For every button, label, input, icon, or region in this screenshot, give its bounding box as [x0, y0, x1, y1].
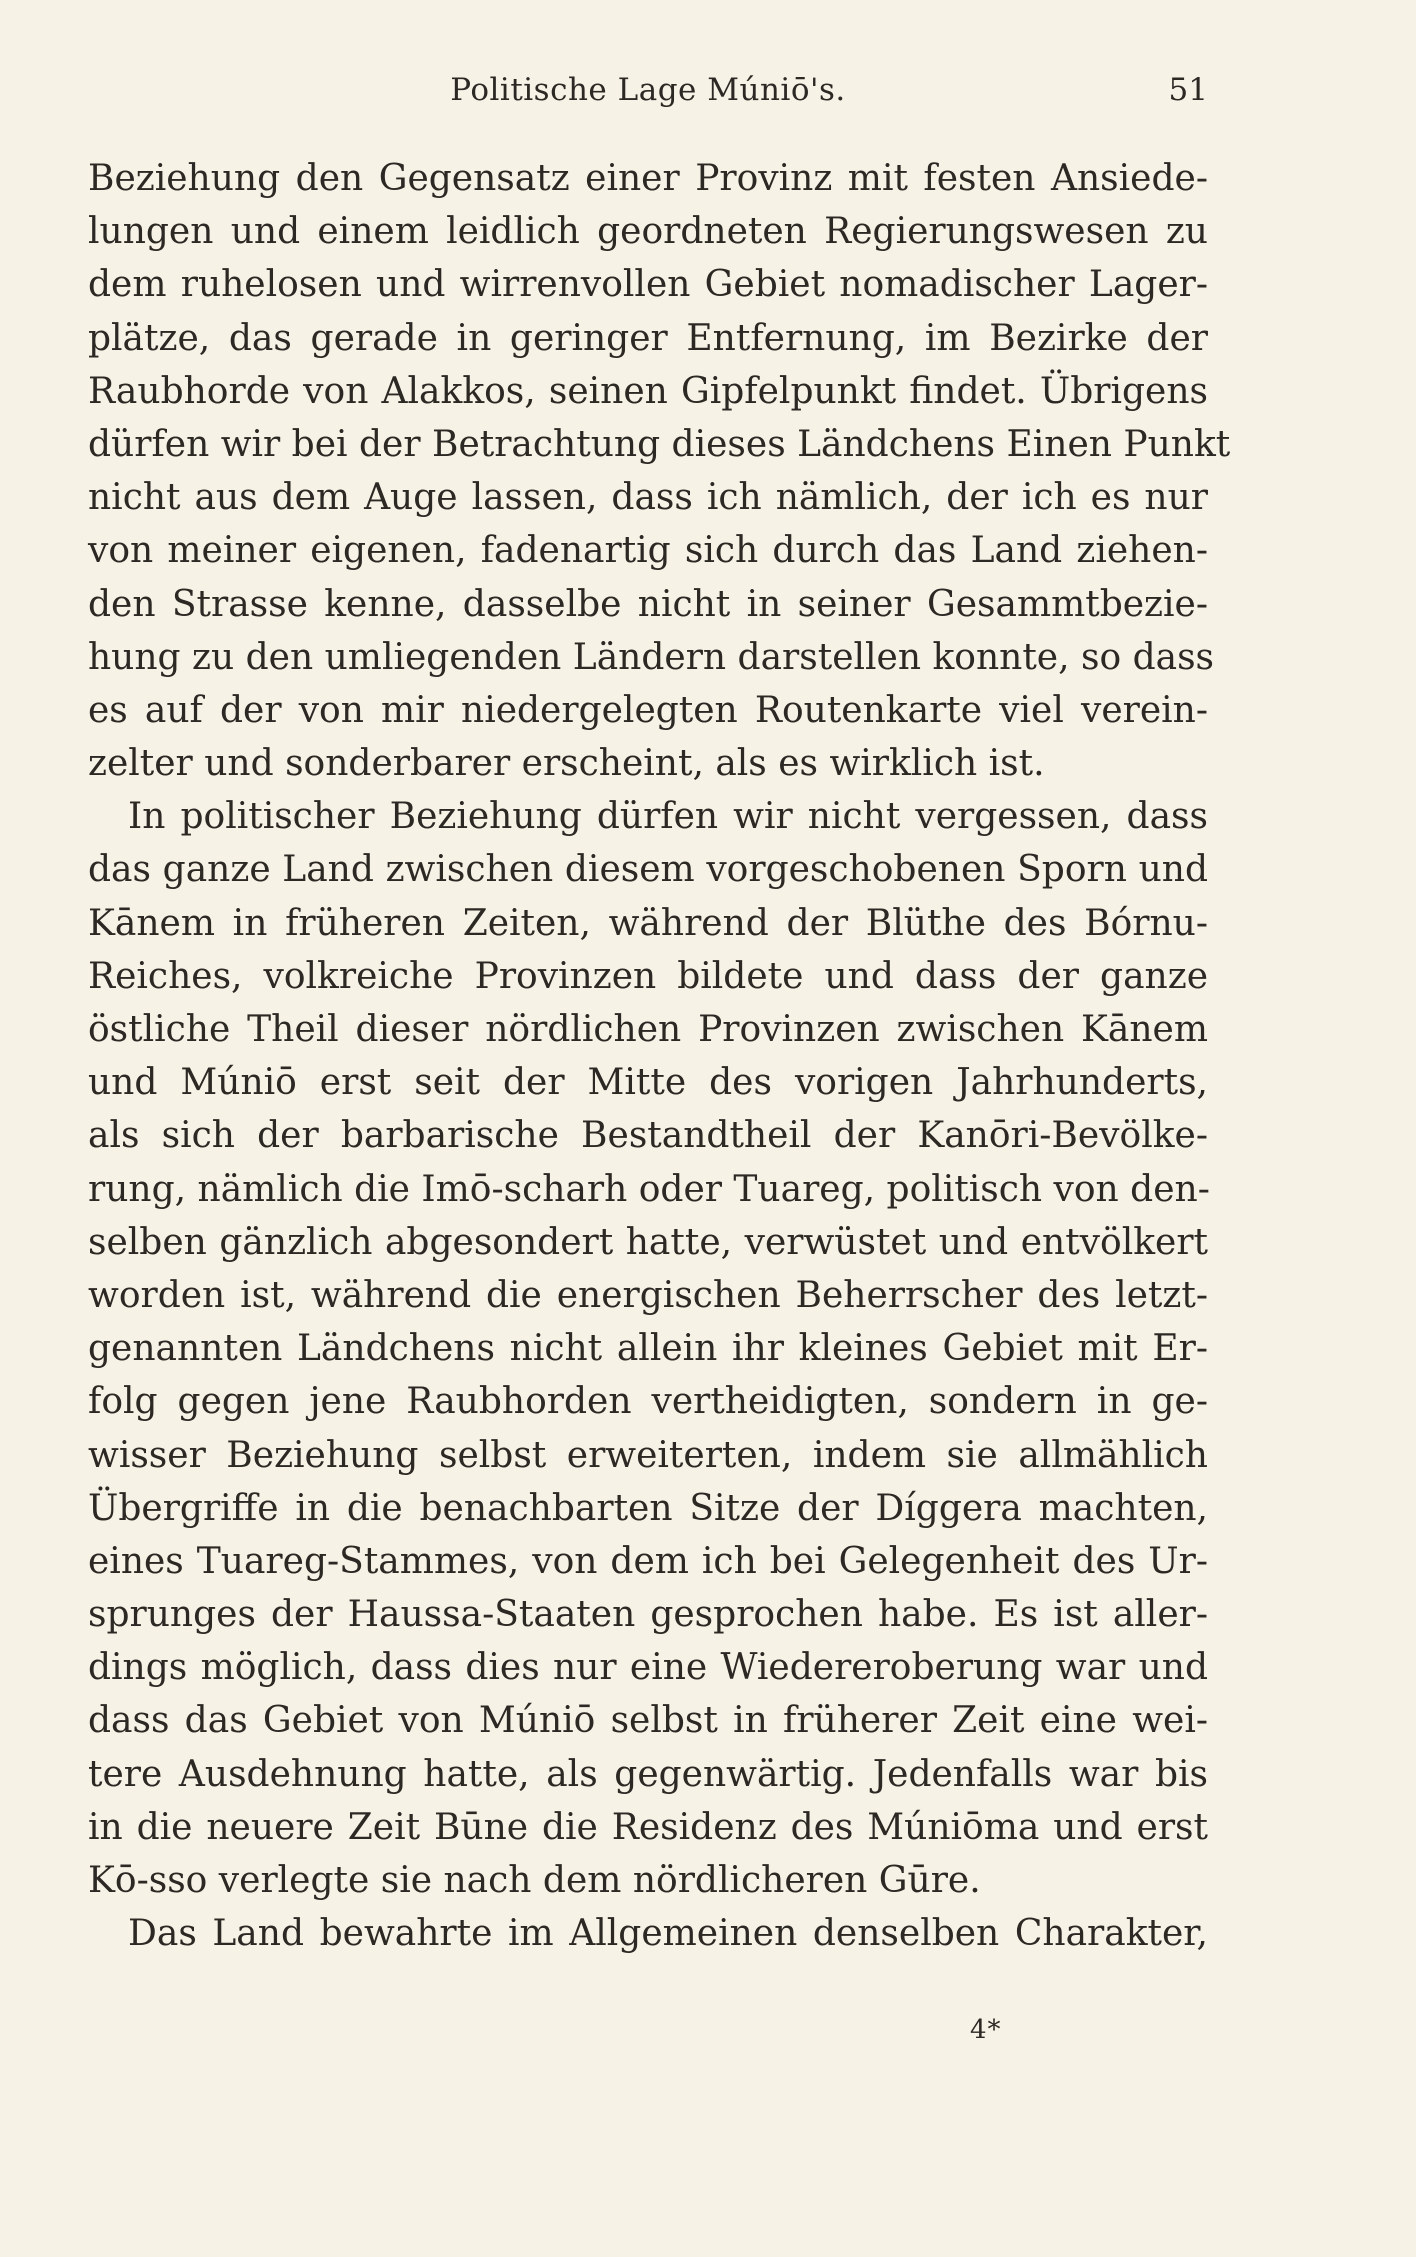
text-line: folg gegen jene Raubhorden vertheidigten, sondern in ge- — [88, 1381, 1208, 1423]
text-line: rung, nämlich die Imō-scharh oder Tuareg, politisch von den- — [88, 1168, 1210, 1210]
text-line: in die neuere Zeit Būne die Residenz des Múniōma und erst — [88, 1806, 1208, 1848]
text-line: Raubhorde von Alakkos, seinen Gipfelpunkt findet. Übrigens — [88, 370, 1208, 412]
text-line: In politischer Beziehung dürfen wir nicht vergessen, dass — [128, 796, 1208, 838]
text-line: sprunges der Haussa-Staaten gesprochen habe. Es ist aller- — [88, 1594, 1208, 1636]
body-text — [88, 152, 1231, 1960]
running-head — [88, 72, 1208, 112]
text-line: dass das Gebiet von Múniō selbst in früherer Zeit eine wei- — [88, 1700, 1208, 1742]
text-line: dürfen wir bei der Betrachtung dieses Ländchens Einen Punkt — [88, 423, 1231, 465]
text-line: lungen und einem leidlich geordneten Regierungswesen zu — [88, 211, 1208, 253]
text-line: den Strasse kenne, dasselbe nicht in seiner Gesammtbezie- — [88, 583, 1208, 625]
text-line: dings möglich, dass dies nur eine Wiedereroberung war und — [88, 1647, 1208, 1689]
text-line: genannten Ländchens nicht allein ihr kleines Gebiet mit Er- — [88, 1328, 1208, 1370]
text-line: Reiches, volkreiche Provinzen bildete und dass der ganze — [88, 955, 1208, 997]
text-line: zelter und sonderbarer erscheint, als es wirklich ist. — [88, 743, 1045, 785]
text-line: worden ist, während die energischen Beherrscher des letzt- — [88, 1274, 1208, 1316]
text-line: östliche Theil dieser nördlichen Provinzen zwischen Kānem — [88, 1009, 1208, 1050]
text-line: es auf der von mir niedergelegten Routenkarte viel verein- — [88, 689, 1208, 731]
text-line: als sich der barbarische Bestandtheil der Kanōri-Bevölke- — [88, 1115, 1208, 1157]
text-line: das ganze Land zwischen diesem vorgeschobenen Sporn und — [88, 849, 1208, 891]
text-line: Kānem in früheren Zeiten, während der Blüthe des Bórnu- — [88, 902, 1208, 944]
signature-mark: 4* — [970, 2015, 1002, 2045]
text-line: Kō-sso verlegte sie nach dem nördlicheren Gūre. — [88, 1860, 981, 1901]
running-title: Politische Lage Múniō's. — [450, 72, 846, 108]
text-line: und Múniō erst seit der Mitte des vorigen Jahrhunderts, — [88, 1062, 1208, 1104]
text-line: tere Ausdehnung hatte, als gegenwärtig. Jedenfalls war bis — [88, 1753, 1208, 1795]
text-line: hung zu den umliegenden Ländern darstellen konnte, so dass — [88, 636, 1215, 678]
text-line: Das Land bewahrte im Allgemeinen denselben Charakter, — [128, 1913, 1208, 1955]
text-line: von meiner eigenen, fadenartig sich durch das Land ziehen- — [88, 530, 1208, 572]
text-line: plätze, das gerade in geringer Entfernung, im Bezirke der — [88, 317, 1208, 359]
text-line: nicht aus dem Auge lassen, dass ich nämlich, der ich es nur — [88, 477, 1208, 519]
text-line: wisser Beziehung selbst erweiterten, indem sie allmählich — [88, 1434, 1208, 1476]
page-number: 51 — [1168, 72, 1208, 108]
text-line: Übergriffe in die benachbarten Sitze der Díggera machten, — [88, 1487, 1208, 1529]
text-line: eines Tuareg-Stammes, von dem ich bei Gelegenheit des Ur- — [88, 1540, 1208, 1582]
text-line: selben gänzlich abgesondert hatte, verwüstet und entvölkert — [88, 1221, 1208, 1263]
text-line: dem ruhelosen und wirrenvollen Gebiet nomadischer Lager- — [88, 264, 1208, 306]
text-line: Beziehung den Gegensatz einer Provinz mit festen Ansiede- — [88, 158, 1208, 199]
